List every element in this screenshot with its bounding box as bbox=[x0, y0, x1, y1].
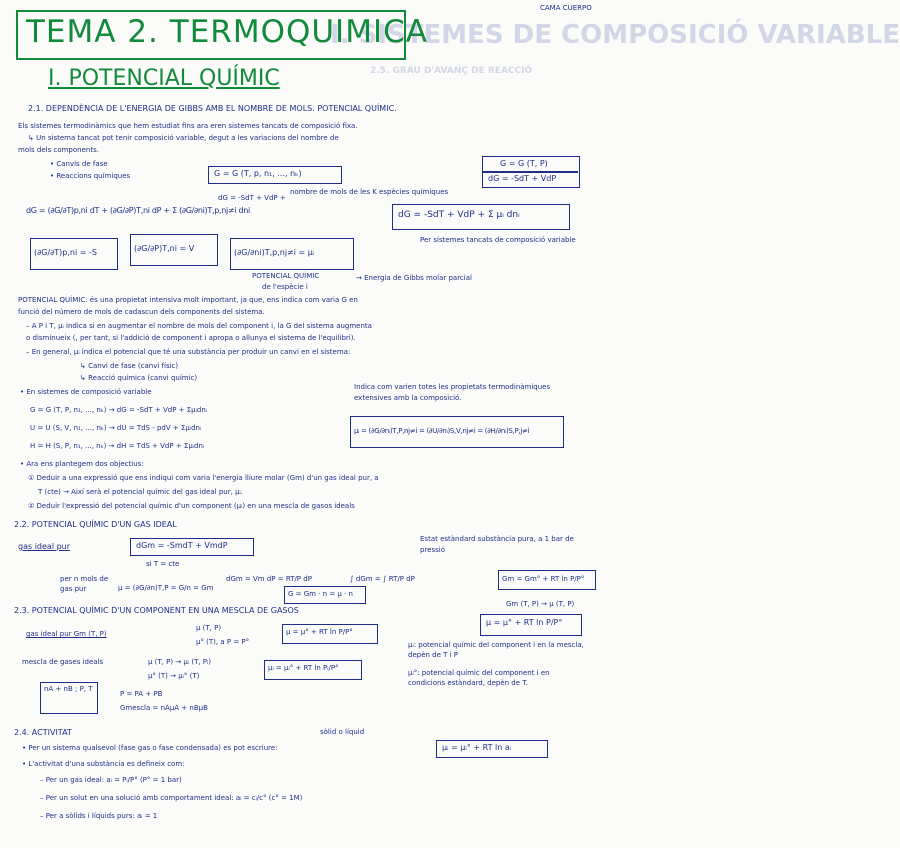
annotation: per n mols de gas pur bbox=[60, 575, 109, 593]
text-line: ② Deduir l'expressió del potencial químic d'un component (μᵢ) en una mescla de gasos ideals bbox=[28, 502, 355, 510]
heading-2-1: 2.1. DEPENDÈNCIA DE L'ENERGIA DE GIBBS AMB EL NOMBRE DE MOLS. POTENCIAL QUÍMIC. bbox=[28, 104, 397, 113]
text-line: • En sistemes de composició variable bbox=[20, 388, 152, 396]
equation: (∂G/∂P)T,ni = V bbox=[134, 244, 195, 253]
annotation: si T = cte bbox=[146, 560, 180, 568]
text-line: T (cte) → Així serà el potencial químic del gas ideal pur, μᵢ. bbox=[38, 488, 243, 496]
annotation: Indica com varien totes les propietats termodinàmiques extensives amb la composició. bbox=[354, 383, 551, 402]
text-line: – Per un solut en una solució amb comportament ideal: aᵢ = cᵢ/c° (c° = 1M) bbox=[40, 794, 303, 802]
equation: dG = -SdT + VdP + Σ μᵢ dnᵢ bbox=[398, 210, 520, 220]
text-line: • Ara ens plantegem dos objectius: bbox=[20, 460, 144, 468]
ghost-subtitle: 2.5. GRAU D'AVANÇ DE REACCIÓ bbox=[370, 66, 533, 76]
bullet: • Canvis de fase bbox=[50, 160, 108, 168]
equation: dG = -SdT + VdP + bbox=[218, 194, 286, 202]
equation: (∂G/∂ni)T,p,nj≠i = μᵢ bbox=[234, 248, 315, 257]
annotation: nombre de mols de les K espècies químiques bbox=[290, 188, 449, 196]
equation: U = U (S, V, n₁, ..., nₖ) → dU = TdS - pdV + Σμᵢdnᵢ bbox=[30, 424, 202, 432]
equation: H = H (S, P, n₁, ..., nₖ) → dH = TdS + VdP + Σμᵢdnᵢ bbox=[30, 442, 205, 450]
equation: μᵢ = (∂G/∂nᵢ)T,P,nj≠i = (∂U/∂nᵢ)S,V,nj≠i = (∂H/∂nᵢ)S,P,j≠i bbox=[354, 427, 530, 435]
equation: μ° (T) → μᵢ° (T) bbox=[148, 672, 200, 680]
equation: G = G (T, P, n₁, ..., nₖ) → dG = -SdT + VdP + Σμᵢdnᵢ bbox=[30, 406, 208, 414]
text-line: ↳ Canvi de fase (canvi físic) bbox=[80, 362, 179, 370]
text-line: mols dels components. bbox=[18, 146, 99, 154]
heading-2-2: 2.2. POTENCIAL QUÍMIC D'UN GAS IDEAL bbox=[14, 520, 177, 529]
text-line: POTENCIAL QUÍMIC: és una propietat intensiva molt important, ja que, ens indica com varia G en bbox=[18, 296, 358, 304]
section-title: I. POTENCIAL QUÍMIC bbox=[48, 66, 280, 91]
annotation: → Energia de Gibbs molar parcial bbox=[356, 274, 472, 282]
label: mescla de gases ideals bbox=[22, 658, 104, 666]
text-line: – Per a sòlids i líquids purs: aᵢ = 1 bbox=[40, 812, 158, 820]
equation: Gmescla = nAμA + nBμB bbox=[120, 704, 208, 712]
annotation: μᵢ°: potencial químic del component i en condicions estàndard, depèn de T. bbox=[408, 669, 550, 687]
text-line: ↳ Reacció química (canvi químic) bbox=[80, 374, 198, 382]
subheading: gas ideal pur Gm (T, P) bbox=[26, 630, 107, 638]
label: de l'espècie i bbox=[262, 283, 308, 291]
text-line: – En general, μᵢ indica el potencial que té una substància per produir un canvi en el sistema: bbox=[26, 348, 351, 356]
equation: μ = (∂G/∂n)T,P = G/n = Gm bbox=[118, 584, 214, 592]
equation: μ° (T), a P = P° bbox=[196, 638, 250, 646]
annotation: Estat estàndard substància pura, a 1 bar de pressió bbox=[420, 535, 574, 554]
text-line: • Per un sistema qualsevol (fase gas o fase condensada) es pot escriure: bbox=[22, 744, 278, 752]
annotation: Per sistemes tancats de composició variable bbox=[420, 236, 576, 244]
text-line: o disminueix (, per tant, si l'addició de component i apropa o allunya el sistema de l'equilibri). bbox=[26, 334, 356, 342]
label: POTENCIAL QUÍMIC bbox=[252, 272, 320, 280]
equation: μᵢ = μᵢ° + RT ln Pᵢ/P° bbox=[268, 664, 339, 672]
equation: Gm = Gm° + RT ln P/P° bbox=[502, 575, 585, 583]
equation: μᵢ = μᵢ° + RT ln aᵢ bbox=[442, 743, 512, 752]
equation: P = PA + PB bbox=[120, 690, 163, 698]
equation: ∫ dGm = ∫ RT/P dP bbox=[350, 575, 415, 583]
equation: G = G (T, P) bbox=[500, 159, 548, 168]
equation: μ = μ° + RT ln P/P° bbox=[286, 628, 353, 636]
label: nA + nB ; P, T bbox=[44, 685, 93, 693]
heading-2-4: 2.4. ACTIVITAT bbox=[14, 728, 72, 737]
equation: dG = (∂G/∂T)p,ni dT + (∂G/∂P)T,ni dP + Σ (∂G/∂ni)T,p,nj≠i dni bbox=[26, 206, 250, 215]
annotation: Gm (T, P) → μ (T, P) bbox=[506, 600, 575, 608]
text-line: funció del número de mols de cadascun dels components del sistema. bbox=[18, 308, 265, 316]
divider bbox=[482, 171, 578, 173]
annotation: μᵢ: potencial químic del component i en la mescla, depèn de T i P bbox=[408, 641, 584, 659]
equation: μ (T, P) bbox=[196, 624, 222, 632]
bullet: • Reaccions químiques bbox=[50, 172, 131, 180]
equation: G = G (T, p, n₁, ..., nₖ) bbox=[214, 169, 302, 178]
annotation: sòlid o líquid bbox=[320, 728, 365, 736]
text-line: ① Deduir a una expressió que ens indiqui com varia l'energia lliure molar (Gm) d'un gas ideal pur, a bbox=[28, 474, 379, 482]
text-line: • L'activitat d'una substància es defineix com: bbox=[22, 760, 185, 768]
equation: G = Gm · n = μ · n bbox=[288, 590, 353, 598]
heading-2-3: 2.3. POTENCIAL QUÍMIC D'UN COMPONENT EN UNA MESCLA DE GASOS bbox=[14, 606, 299, 615]
text-line: ↳ Un sistema tancat pot tenir composició variable, degut a les variacions del nombre de bbox=[28, 134, 339, 142]
text-line: Els sistemes termodinàmics que hem estudiat fins ara eren sistemes tancats de composició fixa. bbox=[18, 122, 358, 130]
text-line: – Per un gas ideal: aᵢ = Pᵢ/P° (P° = 1 bar) bbox=[40, 776, 182, 784]
equation: μ (T, P) → μᵢ (T, Pᵢ) bbox=[148, 658, 211, 666]
corner-tag: CAMA CUERPO bbox=[540, 4, 592, 12]
page-title: TEMA 2. TERMOQUIMICA bbox=[26, 14, 428, 50]
equation: dG = -SdT + VdP bbox=[488, 174, 557, 183]
equation: (∂G/∂T)p,ni = -S bbox=[34, 248, 97, 257]
ghost-title: I. SISTEMES DE COMPOSICIÓ VARIABLE bbox=[330, 20, 900, 50]
subheading: gas ideal pur bbox=[18, 542, 71, 551]
equation: dGm = Vm dP = RT/P dP bbox=[226, 575, 312, 583]
equation: μ = μ° + RT ln P/P° bbox=[486, 618, 563, 627]
text-line: – A P i T, μᵢ indica si en augmentar el nombre de mols del component i, la G del sistema augmenta bbox=[26, 322, 372, 330]
equation: dGm = -SmdT + VmdP bbox=[136, 541, 228, 550]
